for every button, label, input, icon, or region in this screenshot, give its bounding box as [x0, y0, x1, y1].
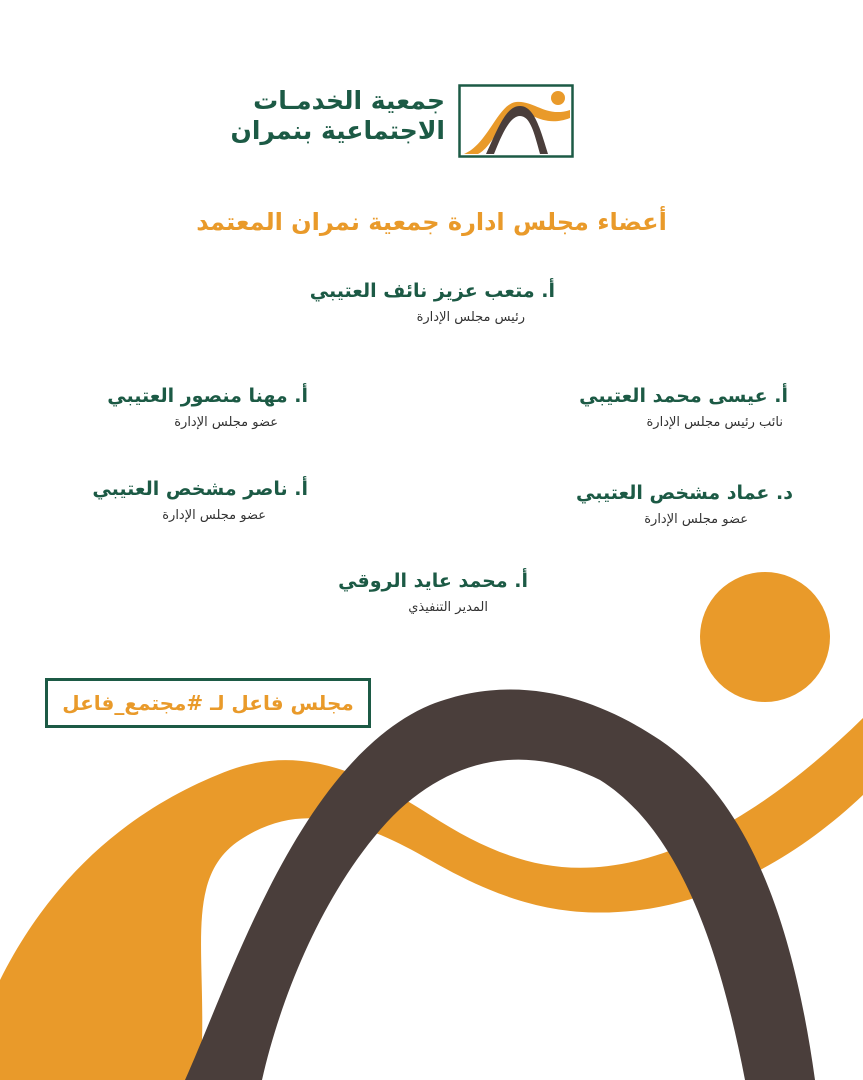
member-role: عضو مجلس الإدارة — [644, 512, 748, 527]
logo-line-1: جمعية الخدمـات — [253, 86, 445, 115]
member-role: عضو مجلس الإدارة — [162, 508, 266, 523]
page-title: أعضاء مجلس ادارة جمعية نمران المعتمد — [196, 208, 667, 236]
member-name: أ. عيسى محمد العتيبي — [579, 385, 788, 407]
member-name: أ. محمد عايد الروقي — [338, 570, 528, 592]
member-name: أ. مهنا منصور العتيبي — [107, 385, 308, 407]
member-role: رئيس مجلس الإدارة — [416, 310, 525, 325]
logo-line-2: الاجتماعية بنمران — [230, 116, 445, 145]
member-name: أ. متعب عزيز نائف العتيبي — [309, 280, 555, 302]
member-name: د. عماد مشخص العتيبي — [576, 482, 793, 504]
member-name: أ. ناصر مشخص العتيبي — [92, 478, 308, 500]
slogan-text: مجلس فاعل لـ #مجتمع_فاعل — [62, 691, 354, 715]
member-role: المدير التنفيذي — [408, 600, 488, 615]
slogan-box — [45, 678, 371, 728]
member-role: نائب رئيس مجلس الإدارة — [646, 415, 783, 430]
member-role: عضو مجلس الإدارة — [174, 415, 278, 430]
